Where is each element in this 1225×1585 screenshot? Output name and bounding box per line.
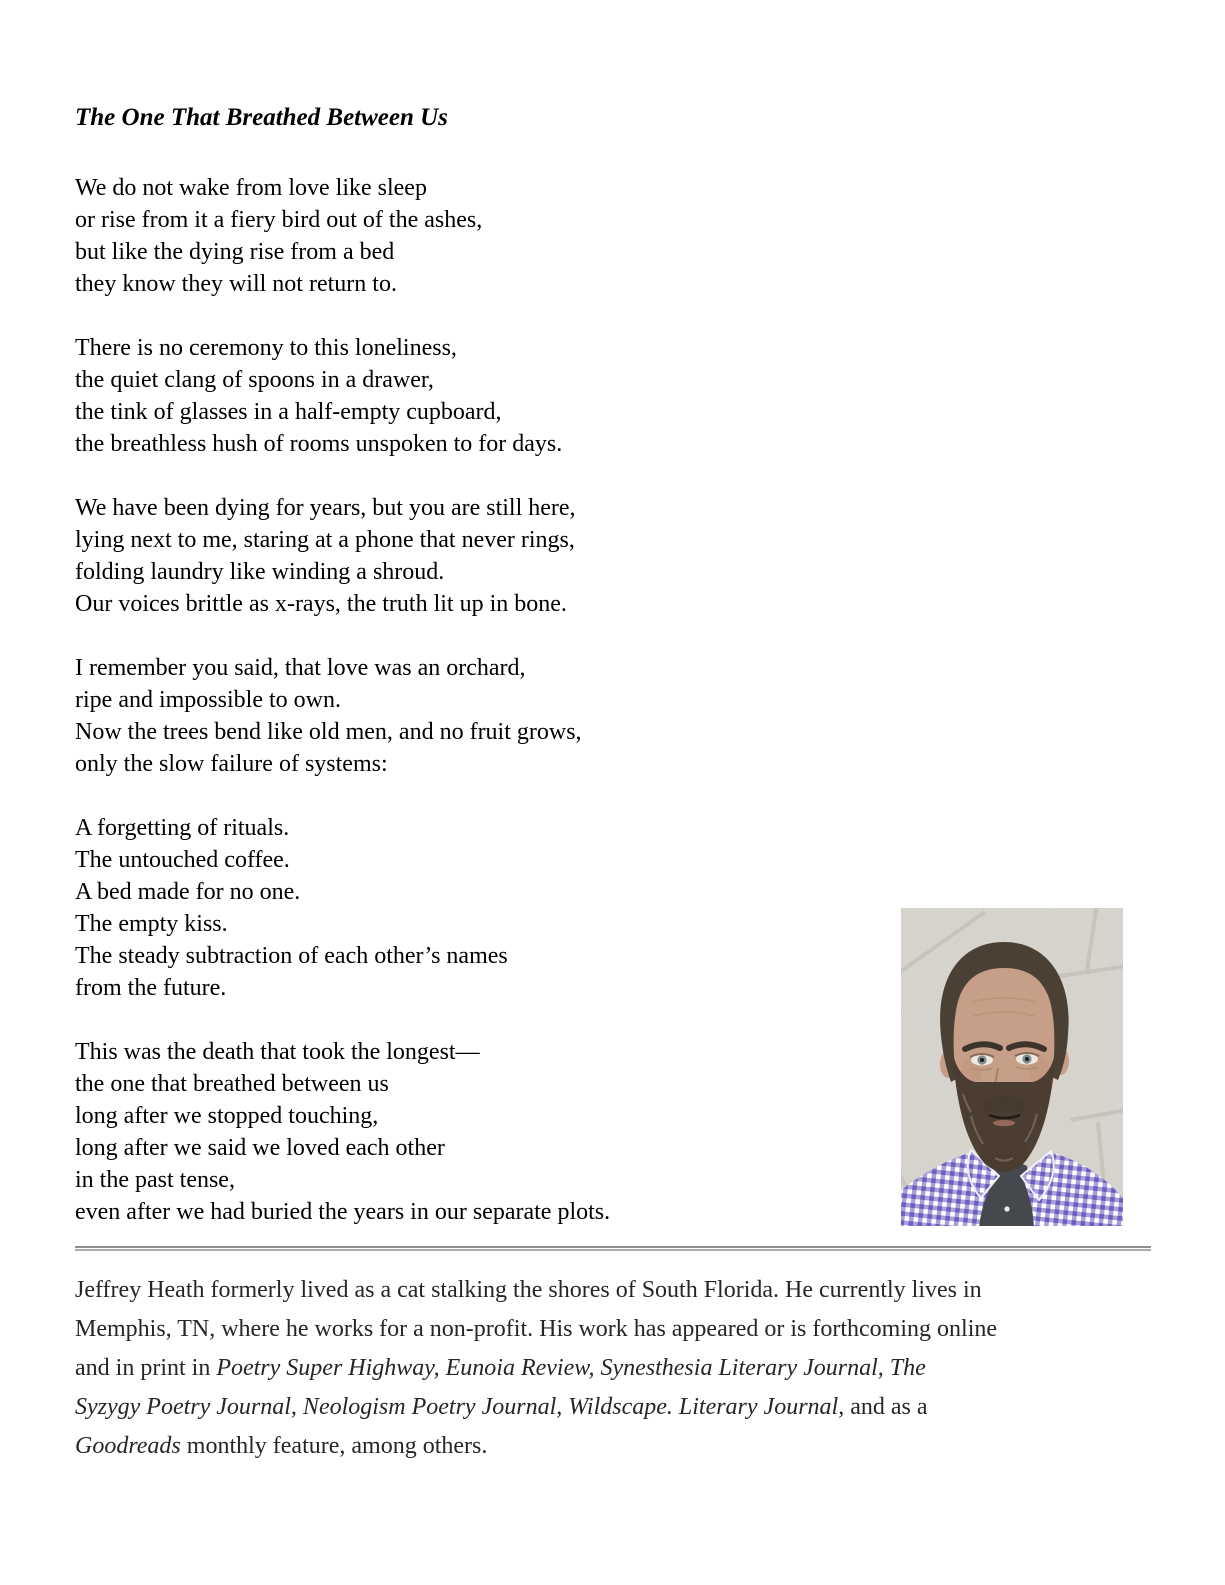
poem-line: the breathless hush of rooms unspoken to for days. — [75, 431, 563, 457]
bio-line — [75, 1310, 1137, 1349]
bio-line — [75, 1271, 1137, 1310]
poem-line: A bed made for no one. — [75, 879, 301, 905]
bio-text: and as a — [844, 1394, 928, 1420]
poem-line: I remember you said, that love was an orchard, — [75, 655, 526, 681]
poem-line: A forgetting of rituals. — [75, 815, 290, 841]
poem-line: Now the trees bend like old men, and no fruit grows, — [75, 719, 582, 745]
poem-line: The steady subtraction of each other’s names — [75, 943, 508, 969]
poem-line: folding laundry like winding a shroud. — [75, 559, 445, 585]
poem-line: the one that breathed between us — [75, 1071, 389, 1097]
poem-line: lying next to me, staring at a phone that never rings, — [75, 527, 575, 553]
bio-publication-title: Goodreads — [75, 1433, 181, 1459]
poem-stanza — [75, 172, 795, 300]
poem-line: the quiet clang of spoons in a drawer, — [75, 367, 434, 393]
poem-line: The empty kiss. — [75, 911, 228, 937]
shirt-button — [1004, 1206, 1009, 1211]
poem-line: but like the dying rise from a bed — [75, 239, 395, 265]
bio-paragraph — [75, 1271, 1137, 1466]
bio-section — [75, 1271, 1137, 1466]
poem-line: The untouched coffee. — [75, 847, 290, 873]
poem-line: long after we said we loved each other — [75, 1135, 445, 1161]
poem-line: ripe and impossible to own. — [75, 687, 341, 713]
poem-stanza — [75, 652, 795, 780]
poem-stanza — [75, 332, 795, 460]
bio-text: Memphis, TN, where he works for a non-profit. His work has appeared or is forthcoming online — [75, 1316, 998, 1342]
poem-line: or rise from it a fiery bird out of the ashes, — [75, 207, 483, 233]
poem-line: even after we had buried the years in our separate plots. — [75, 1199, 611, 1225]
poem-stanza — [75, 492, 795, 620]
poem-line: long after we stopped touching, — [75, 1103, 379, 1129]
poem-section — [75, 100, 795, 1260]
bio-line — [75, 1388, 1137, 1427]
poem-line: the tink of glasses in a half-empty cupboard, — [75, 399, 502, 425]
poem-line: in the past tense, — [75, 1167, 235, 1193]
bio-text: Jeffrey Heath formerly lived as a cat stalking the shores of South Florida. He currently lives in — [75, 1277, 982, 1303]
poem-title: The One That Breathed Between Us — [75, 104, 448, 131]
poem-line: There is no ceremony to this loneliness, — [75, 335, 457, 361]
poem-stanza — [75, 1036, 795, 1228]
poem-line: We do not wake from love like sleep — [75, 175, 427, 201]
poem-line: only the slow failure of systems: — [75, 751, 388, 777]
bio-line — [75, 1349, 1137, 1388]
poem-line: This was the death that took the longest— — [75, 1039, 480, 1065]
poem-line: they know they will not return to. — [75, 271, 397, 297]
poem-stanza — [75, 812, 795, 1004]
section-divider — [75, 1246, 1151, 1251]
poem-line: Our voices brittle as x-rays, the truth lit up in bone. — [75, 591, 567, 617]
poem-line: from the future. — [75, 975, 227, 1001]
bio-publication-title: Poetry Super Highway, Eunoia Review, Synesthesia Literary Journal, The — [216, 1355, 926, 1381]
poem-line: We have been dying for years, but you are still here, — [75, 495, 576, 521]
bio-text: and in print in — [75, 1355, 217, 1381]
poem-stanzas — [75, 172, 795, 1228]
author-photo — [901, 908, 1123, 1226]
bio-publication-title: Syzygy Poetry Journal, Neologism Poetry Journal, Wildscape. Literary Journal, — [75, 1394, 845, 1420]
bio-line — [75, 1427, 1137, 1466]
bio-text: monthly feature, among others. — [180, 1433, 488, 1459]
